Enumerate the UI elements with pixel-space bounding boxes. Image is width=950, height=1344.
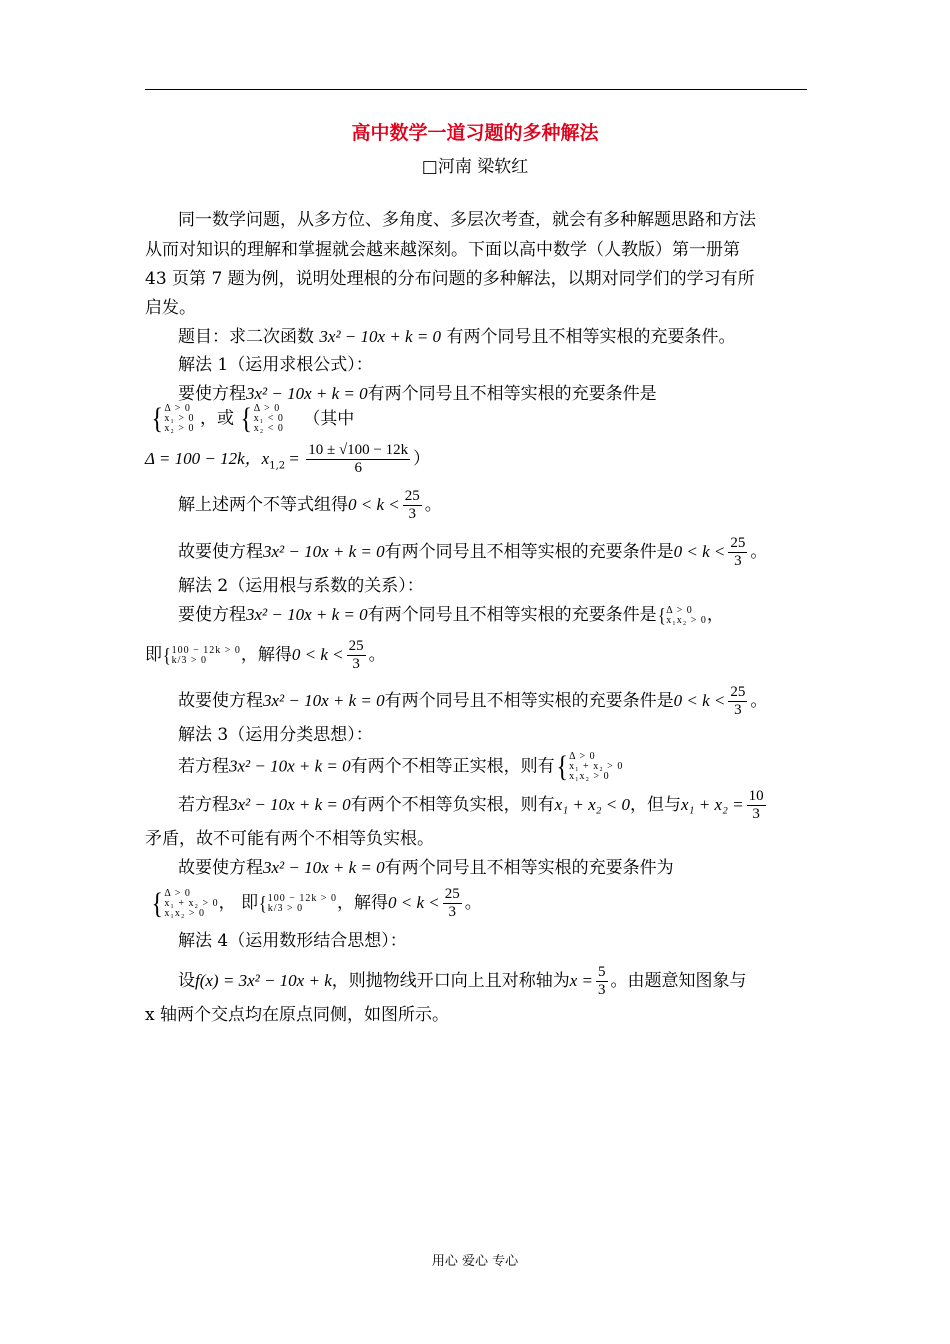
text-fragment: 。 bbox=[464, 893, 482, 913]
inequality: 0 < k < bbox=[673, 691, 726, 710]
fraction-25-3 bbox=[347, 638, 366, 673]
fraction-denominator: 3 bbox=[598, 982, 606, 998]
inequality: 0 < k < bbox=[348, 495, 400, 514]
intro-line-3: 43 页第 7 题为例，说明处理根的分布问题的多种解法，以期对同学们的学习有所 bbox=[145, 269, 755, 289]
method-1-solve bbox=[178, 488, 442, 523]
method-1-definitions bbox=[145, 442, 430, 477]
system-row: x₂ < 0 bbox=[253, 423, 284, 434]
equation: x₁ + x₂ = bbox=[681, 795, 744, 814]
text-fragment: ，但与 bbox=[630, 795, 682, 815]
fraction-25-3 bbox=[403, 488, 422, 523]
fraction-numerator: 10 ± √100 − 12k bbox=[308, 442, 409, 458]
system-row: Δ > 0 bbox=[164, 403, 191, 414]
text-fragment: 。 bbox=[750, 542, 768, 562]
method-1-systems bbox=[150, 404, 354, 434]
system-row: x₁x₂ > 0 bbox=[164, 907, 206, 919]
text-fragment: 要使方程 bbox=[178, 384, 246, 404]
fraction-denominator: 6 bbox=[306, 459, 410, 477]
text-fragment: 故要使方程 bbox=[178, 542, 263, 562]
inequality: 0 < k < bbox=[673, 542, 726, 561]
method-4-heading: 解法 4（运用数形结合思想）： bbox=[178, 931, 407, 951]
text-fragment: ， bbox=[706, 605, 724, 626]
text-fragment: ， 即 bbox=[218, 893, 259, 913]
method-3-positive-case bbox=[178, 752, 623, 782]
system-row: x₂ > 0 bbox=[164, 423, 195, 434]
text-fragment: ） bbox=[413, 449, 431, 469]
equation: 3x² − 10x + k = 0 bbox=[263, 691, 385, 710]
fraction-denominator: 3 bbox=[443, 903, 462, 921]
problem-label: 题目：求二次函数 bbox=[178, 327, 314, 347]
method-3-negative-case bbox=[178, 788, 769, 823]
fraction-denominator: 3 bbox=[403, 505, 422, 523]
fraction-numerator: 25 bbox=[730, 535, 746, 551]
fraction-numerator: 25 bbox=[730, 684, 746, 700]
text-fragment: （其中 bbox=[303, 408, 355, 429]
equation: 3x² − 10x + k = 0 bbox=[229, 795, 351, 814]
fraction-numerator: 10 bbox=[748, 788, 764, 804]
fraction-denominator: 3 bbox=[728, 552, 747, 570]
problem-tail: 有两个同号且不相等实根的充要条件。 bbox=[446, 327, 736, 347]
text-fragment: 故要使方程 bbox=[178, 691, 263, 711]
system-row: Δ > 0 bbox=[569, 751, 596, 762]
text-fragment: 有两个不相等正实根，则有 bbox=[350, 756, 555, 777]
text-fragment: ，或 bbox=[199, 408, 234, 429]
equation: 3x² − 10x + k = 0 bbox=[246, 605, 368, 625]
text-fragment: ，解得 bbox=[336, 893, 388, 913]
system-row: x₁x₂ > 0 bbox=[569, 771, 610, 782]
text-fragment: 。 bbox=[750, 691, 768, 711]
equation: 3x² − 10x + k = 0 bbox=[263, 542, 385, 561]
text-fragment: 有两个同号且不相等实根的充要条件是 bbox=[367, 384, 657, 404]
system-row: x₁ + x₂ > 0 bbox=[569, 761, 624, 772]
root-subscript: 1,2 bbox=[269, 460, 286, 472]
text-fragment: 解上述两个不等式组得 bbox=[178, 495, 348, 515]
inequality-system-positive: {Δ > 0 x₁ > 0 x₂ > 0 bbox=[151, 402, 195, 435]
system-row: x₁ < 0 bbox=[253, 413, 284, 424]
function-definition: f(x) = 3x² − 10x + k bbox=[195, 971, 332, 990]
fraction-numerator: 5 bbox=[598, 964, 606, 980]
system-row: 100 − 12k > 0 bbox=[267, 893, 337, 905]
intro-line-4: 启发。 bbox=[145, 298, 196, 318]
text-fragment: 有两个同号且不相等实根的充要条件是 bbox=[384, 542, 674, 562]
text-fragment: 。 bbox=[424, 495, 442, 515]
text-fragment: 故要使方程 bbox=[178, 858, 263, 878]
inequality: 0 < k < bbox=[291, 645, 344, 664]
method-2-heading: 解法 2（运用根与系数的关系）： bbox=[178, 576, 424, 596]
intro-line-2: 从而对知识的理解和掌握就会越来越深刻。下面以高中数学（人教版）第一册第 bbox=[145, 240, 740, 260]
equation: 3x² − 10x + k = 0 bbox=[246, 384, 368, 403]
text-fragment: ，解得 bbox=[240, 645, 292, 665]
fraction-25-3 bbox=[728, 684, 747, 719]
inequality-system: {100 − 12k > 0 k/3 > 0 bbox=[259, 893, 337, 916]
fraction-numerator: 25 bbox=[444, 886, 460, 902]
method-2-line-2 bbox=[145, 638, 386, 673]
intro-line-1: 同一数学问题，从多方位、多角度、多层次考查，就会有多种解题思路和方法 bbox=[178, 210, 756, 230]
system-row: Δ > 0 bbox=[164, 887, 191, 899]
method-2-line-1 bbox=[178, 604, 724, 627]
system-row: Δ > 0 bbox=[666, 605, 693, 617]
delta-definition: Δ = 100 − 12k， bbox=[145, 449, 262, 468]
fraction-10-3 bbox=[747, 788, 766, 823]
page-footer: 用心 爱心 专心 bbox=[431, 1254, 519, 1269]
axis-equation: x = bbox=[569, 971, 594, 990]
equals-sign: = bbox=[285, 449, 304, 468]
inequality: x₁ + x₂ < 0 bbox=[554, 795, 631, 814]
method-3-conclusion-line-1 bbox=[178, 857, 674, 879]
equation: 3x² − 10x + k = 0 bbox=[263, 858, 385, 877]
method-3-contradiction: 矛盾，故不可能有两个不相等负实根。 bbox=[145, 829, 434, 849]
inequality-system-positive: {Δ > 0 x₁ + x₂ > 0 x₁x₂ > 0 bbox=[556, 750, 624, 783]
root-symbol: x bbox=[261, 449, 270, 468]
text-fragment: 即 bbox=[145, 645, 162, 665]
text-fragment: 若方程 bbox=[178, 756, 229, 777]
equation: 3x² − 10x + k = 0 bbox=[229, 756, 351, 776]
text-fragment: 有两个同号且不相等实根的充要条件是 bbox=[367, 605, 657, 626]
header-rule bbox=[145, 89, 807, 90]
method-1-conclusion bbox=[178, 535, 767, 570]
inequality: 0 < k < bbox=[387, 893, 440, 912]
fraction-25-3 bbox=[728, 535, 747, 570]
fraction-5-3 bbox=[596, 964, 608, 999]
root-formula-fraction bbox=[306, 442, 410, 477]
system-row: 100 − 12k > 0 bbox=[171, 645, 241, 657]
system-row: k/3 > 0 bbox=[171, 655, 208, 667]
inequality-system: {Δ > 0 x₁x₂ > 0 bbox=[657, 605, 707, 628]
text-fragment: 若方程 bbox=[178, 795, 229, 815]
method-1-heading: 解法 1（运用求根公式）： bbox=[178, 355, 373, 375]
text-fragment: 有两个同号且不相等实根的充要条件为 bbox=[384, 858, 674, 878]
method-3-heading: 解法 3（运用分类思想）： bbox=[178, 725, 373, 745]
method-4-line-1 bbox=[178, 964, 747, 999]
text-fragment: ，则抛物线开口向上且对称轴为 bbox=[331, 971, 570, 991]
problem-statement bbox=[178, 326, 735, 348]
text-fragment: 设 bbox=[178, 971, 195, 991]
author-line: □河南 梁软红 bbox=[421, 157, 529, 177]
text-fragment: 。 bbox=[368, 645, 386, 665]
page-title: 高中数学一道习题的多种解法 bbox=[351, 122, 599, 144]
fraction-numerator: 25 bbox=[404, 488, 420, 504]
inequality-system: {100 − 12k > 0 k/3 > 0 bbox=[162, 645, 241, 668]
system-row: Δ > 0 bbox=[253, 403, 281, 414]
system-row: x₁ > 0 bbox=[164, 413, 195, 424]
fraction-denominator: 3 bbox=[747, 805, 766, 823]
method-2-conclusion bbox=[178, 684, 767, 719]
fraction-numerator: 25 bbox=[348, 638, 364, 654]
fraction-denominator: 3 bbox=[347, 655, 366, 673]
text-fragment: 有两个同号且不相等实根的充要条件是 bbox=[384, 691, 674, 711]
system-row: x₁x₂ > 0 bbox=[666, 615, 707, 627]
inequality-system-positive: {Δ > 0 x₁ + x₂ > 0 x₁x₂ > 0 bbox=[151, 886, 219, 920]
system-row: x₁ + x₂ > 0 bbox=[164, 897, 219, 909]
method-4-line-2: x 轴两个交点均在原点同侧，如图所示。 bbox=[145, 1005, 449, 1025]
system-row: k/3 > 0 bbox=[267, 903, 304, 915]
problem-equation: 3x² − 10x + k = 0 bbox=[319, 327, 442, 346]
fraction-denominator: 3 bbox=[728, 701, 747, 719]
inequality-system-negative: {Δ > 0 x₁ < 0 x₂ < 0 bbox=[240, 402, 284, 435]
text-fragment: 。由题意知图象与 bbox=[610, 971, 747, 991]
text-fragment: 有两个不相等负实根，则有 bbox=[350, 795, 555, 815]
method-3-conclusion-line-2 bbox=[150, 886, 482, 921]
fraction-25-3 bbox=[443, 886, 462, 921]
text-fragment: 要使方程 bbox=[178, 605, 246, 626]
